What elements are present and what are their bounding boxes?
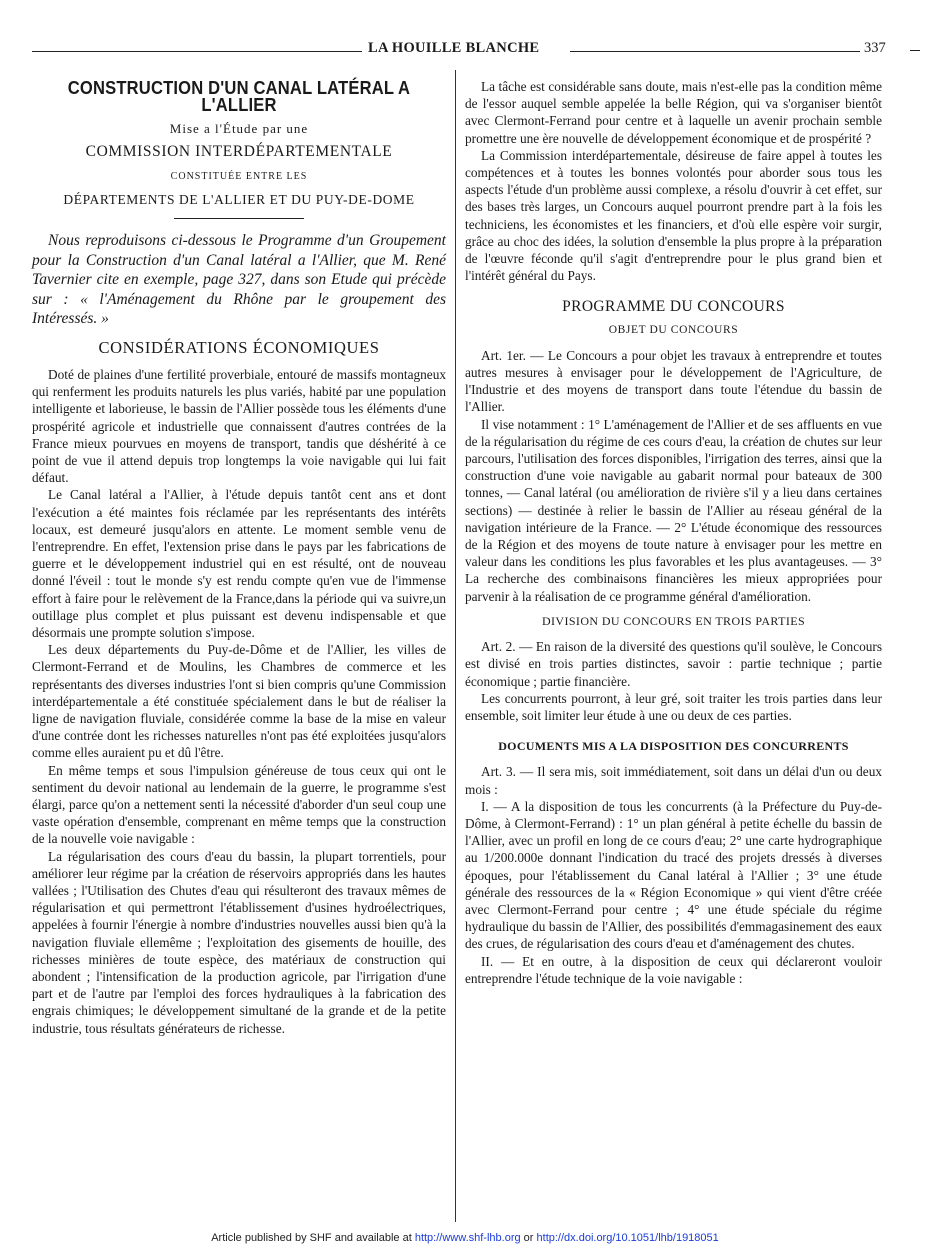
- article-3: Art. 3. — Il sera mis, soit immédiatement, soit dans un délai d'un ou deux mois :: [465, 764, 882, 797]
- article-title: CONSTRUCTION D'UN CANAL LATÉRAL A L'ALLIER: [67, 78, 411, 116]
- footer-link-shf[interactable]: http://www.shf-lhb.org: [414, 1232, 521, 1244]
- column-divider: [455, 70, 456, 1222]
- article-3-i: I. — A la disposition de tous les concurrents (à la Préfecture du Puy-de-Dôme, à Clermont-Ferrand) : 1° un plan général à petite échelle du bassin de l'Allier, avec un profil en long de ce cours d'eau; 2° une carte hydrographique au 1/200.000e donnant l'indication du tracé des projets dressés à diverses époques, pour l'établissement du Canal latéral à l'Allier ; 3° une étude générale des ressources de la « Région Economique » qui vient d'être créée avec Clermont-Ferrand pour centre ; 4° une étude spéciale du régime hydraulique du bassin de l'Allier, des possibilités d'emmagasinement des eaux des crues, de régularisation des cours d'eau et d'aménagement des chutes.: [465, 798, 882, 952]
- body-paragraph: La tâche est considérable sans doute, mais n'est-elle pas la condition même de l'essor auquel semble appelée la belle Région, qui va s'organiser bientôt avec Clermont-Ferrand pour centre et à laquelle un avenir prochain semble promettre une ère nouvelle de développement économique et de prospérité ?: [465, 79, 882, 146]
- title-rule: [174, 218, 304, 219]
- intro-paragraph: Nous reproduisons ci-dessous le Programme d'un Groupement pour la Construction d'un Canal latéral a l'Allier, que M. René Tavernier cite en exemple, page 327, dans son Etude qui précède sur : « l'Aménagement du Rhône par le groupement des Intéressés. »: [32, 232, 446, 328]
- programme-title: PROGRAMME DU CONCOURS: [562, 298, 785, 316]
- header-dash: [910, 50, 920, 51]
- header-rule-left: [32, 51, 362, 52]
- subtitle-departements: DÉPARTEMENTS DE L'ALLIER ET DU PUY-DE-DOME: [63, 192, 415, 208]
- division-title: DIVISION DU CONCOURS EN TROIS PARTIES: [541, 613, 806, 628]
- running-header: [32, 40, 898, 60]
- footer: [0, 1232, 930, 1244]
- article-1-continued: Il vise notamment : 1° L'aménagement de l'Allier et de ses affluents en vue de la régularisation du régime de ces cours d'eau, la création de chutes sur leur parcours, l'utilisation des forces disponibles, l'irrigation des terres, ainsi que la construction d'une voie navigable au gabarit normal pour bateaux de 300 tonnes, — Canal latéral (ou amélioration de rivière s'il y a lieu dans certaines sections) — destinée à relier le bassin de l'Allier au réseau général de la navigation intérieure de la France. — 2° L'étude économique des ressources de la Région et des moyens de toute nature à envisager pour les mettre en valeur dans les conditions les plus favorables et les plus avantageuses. — 3° La recherche des combinaisons financières les mieux appropriées pour parvenir à la réalisation de ce programme général d'amélioration.: [465, 416, 883, 604]
- article-2: Art. 2. — En raison de la diversité des questions qu'il soulève, le Concours est divisé en trois parties distinctes, savoir : partie technique ; partie économique ; partie financière.: [465, 639, 882, 689]
- article-3-ii: II. — Et en outre, à la disposition de ceux qui déclareront vouloir entreprendre l'étude technique de la voie navigable :: [465, 953, 882, 986]
- article-1: Art. 1er. — Le Concours a pour objet les travaux à entreprendre et toutes autres mesures à envisager pour le développement de l'Agriculture, de l'Industrie et des moyens de transport dans toute l'étendue du bassin de l'Allier.: [465, 347, 882, 415]
- subtitle-constituee: CONSTITUÉE ENTRE LES: [170, 170, 308, 182]
- body-paragraph: Les deux départements du Puy-de-Dôme et de l'Allier, les villes de Clermont-Ferrand et de Moulins, les Chambres de commerce et les représentants des diverses industries l'ont si bien compris qu'une Commission interdépartementale a été constituée spécialement dans le but de réaliser la ligne de navigation fluviale, considérée comme la base de la mise en valeur d'une contrée dont les richesses naturelles n'ont pas été exploitées jusqu'alors comme elles auraient pu et dû l'être.: [32, 642, 446, 761]
- running-title: LA HOUILLE BLANCHE: [368, 40, 540, 56]
- article-2-continued: Les concurrents pourront, à leur gré, soit traiter les trois parties dans leur ensemble, soit limiter leur étude à une ou deux de ces parties.: [465, 690, 882, 723]
- footer-or: or: [523, 1232, 534, 1244]
- left-column: [32, 78, 446, 1037]
- body-paragraph: La régularisation des cours d'eau du bassin, la plupart torrentiels, pour améliorer leur régime par la création de réservoirs appropriés dans les hautes vallées ; l'Utilisation des Chutes d'eau qui résulteront des travaux mêmes de régularisation et qui permettront l'établissement d'usines hydroélectriques, appelées à fournir l'énergie à nombre d'industries nouvelles aussi bien qu'à la navigation fluviale ellemême ; l'exploitation des gisements de houille, des richesses minières de toute espèce, des matériaux de construction qui abondent ; l'intensification de la production agricole, par l'irrigation d'une part et de l'autre par l'emploi des forces hydrauliques à la fabrication des engrais chimiques; le développement simultané de la grande et de la petite industrie, tous résultats générateurs de richesse.: [32, 848, 446, 1036]
- section-title-considerations: CONSIDÉRATIONS ÉCONOMIQUES: [98, 337, 380, 357]
- documents-title: DOCUMENTS MIS A LA DISPOSITION DES CONCURRENTS: [498, 739, 849, 754]
- body-paragraph: En même temps et sous l'impulsion généreuse de tous ceux qui ont le sentiment du devoir national au lendemain de la guerre, le programme s'est élargi, parce qu'on a nettement senti la nécessité d'aborder d'un seul coup une vaste opération d'ensemble, comprenant en même temps que la construction de la nouvelle voie navigable :: [32, 762, 446, 847]
- right-column: [465, 78, 882, 987]
- subtitle-mise-a-letude: Mise a l'Étude par une: [169, 121, 309, 137]
- page-number: 337: [864, 40, 886, 56]
- footer-link-doi[interactable]: http://dx.doi.org/10.1051/lhb/1918051: [536, 1232, 719, 1244]
- body-paragraph: Le Canal latéral a l'Allier, à l'étude depuis tantôt cent ans et dont l'exécution a été maintes fois réclamée par les représentants des intérêts locaux, est demeuré jusqu'alors en attente. Le moment semble venu de l'entreprendre. En effet, l'extension prise dans le pays par les fabrications de guerre et le développement industriel qui en est résulté, ont de nouveau donné l'éveil : tout le monde s'y est rendu compte qu'en vue de l'immense effort à faire pour le relèvement de la France,dans la période qui va suivre,un outillage plus complet et plus puissant est devenu indispensable et que désormais une prompte solution s'impose.: [32, 487, 446, 640]
- subtitle-commission: COMMISSION INTERDÉPARTEMENTALE: [85, 142, 393, 160]
- footer-prefix: Article published by SHF and available at: [211, 1232, 412, 1244]
- body-paragraph: La Commission interdépartementale, désireuse de faire appel à toutes les compétences et à toutes les bonnes volontés pour aborder sous tous les aspects l'étude d'un problème aussi complexe, a résolu d'ouvrir à cet effet, sur des bases très larges, un Concours auquel pourront prendre part à la fois les techniciens, les économistes et les financiers, et d'où elle espère voir surgir, grâce au choc des idées, la solution d'ensemble la plus propre à la préparation de l'œuvre féconde qu'il s'agit d'entreprendre pour le plus grand bien et l'intérêt général du Pays.: [465, 147, 882, 284]
- objet-title: OBJET DU CONCOURS: [608, 323, 739, 336]
- header-rule-right: [570, 51, 860, 52]
- body-paragraph: Doté de plaines d'une fertilité proverbiale, entouré de massifs montagneux qui renferment les produits naturels les plus variés, habité par une population intelligente et laborieuse, le bassin de l'Allier possède tous les éléments d'une prospérité agricole et industrielle que connaissent d'autres contrées de la France mieux pourvues en moyens de transport, tandis que déshérité à ce point de vue il attend depuis trop longtemps la voie navigable qui lui fait défaut.: [32, 366, 446, 486]
